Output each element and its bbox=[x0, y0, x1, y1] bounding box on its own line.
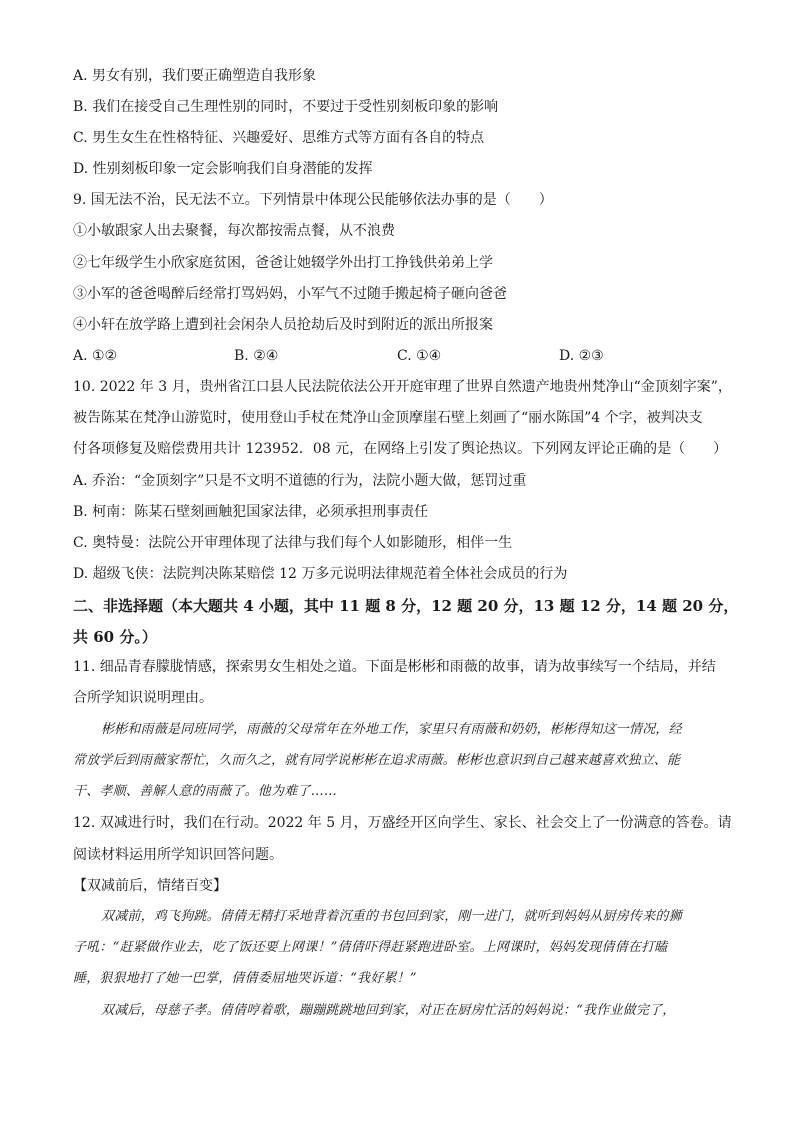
q9-item-2: ②七年级学生小欣家庭贫困，爸爸让她辍学外出打工挣钱供弟弟上学 bbox=[73, 255, 493, 271]
q12-story-line-3: 睡，狠狠地打了她一巴掌，倩倩委屈地哭诉道：“我好累！” bbox=[73, 971, 417, 986]
q8-option-b: B. 我们在接受自己生理性别的同时，不要过于受性别刻板印象的影响 bbox=[73, 99, 499, 115]
section-heading-line-1: 二、非选择题（本大题共 4 小题，其中 11 题 8 分，12 题 20 分，13 题 12 分，14 题 20 分， bbox=[73, 597, 739, 615]
q10-option-c: C. 奥特曼：法院公开审理体现了法律与我们每个人如影随形，相伴一生 bbox=[73, 535, 513, 551]
q10-option-a: A. 乔治：“金顶刻字”只是不文明不道德的行为，法院小题大做，惩罚过重 bbox=[73, 473, 527, 489]
q10-option-b: B. 柯南：陈某石壁刻画触犯国家法律，必须承担刑事责任 bbox=[73, 504, 429, 520]
q9-option-d: D. ②③ bbox=[559, 348, 604, 364]
q12-subheading: 【双减前后，情绪百变】 bbox=[73, 878, 227, 894]
q11-stem-line-2: 合所学知识说明理由。 bbox=[73, 690, 213, 706]
q10-stem-line-2: 被告陈某在梵净山游览时，使用登山手杖在梵净山金顶摩崖石壁上刻画了“丽水陈国”4 个字，被判决支 bbox=[73, 410, 703, 426]
q11-story-line-2: 常放学后到雨薇家帮忙，久而久之，就有同学说彬彬在追求雨薇。彬彬也意识到自己越来越喜欢独立、能 bbox=[73, 753, 681, 768]
q8-option-c: C. 男生女生在性格特征、兴趣爱好、思维方式等方面有各自的特点 bbox=[73, 130, 485, 146]
q9-option-c: C. ①④ bbox=[397, 348, 442, 364]
q10-option-d: D. 超级飞侠：法院判决陈某赔偿 12 万多元说明法律规范着全体社会成员的行为 bbox=[73, 566, 568, 582]
q9-stem: 9. 国无法不治，民无法不立。下列情景中体现公民能够依法办事的是（ ） bbox=[73, 192, 553, 208]
q8-option-a: A. 男女有别，我们要正确塑造自我形象 bbox=[73, 68, 317, 84]
q12-story-line-1: 双减前，鸡飞狗跳。倩倩无精打采地背着沉重的书包回到家，刚一进门，就听到妈妈从厨房传来的狮 bbox=[101, 909, 682, 924]
q9-item-4: ④小轩在放学路上遭到社会闲杂人员抢劫后及时到附近的派出所报案 bbox=[73, 317, 493, 333]
q11-story-line-1: 彬彬和雨薇是同班同学，雨薇的父母常年在外地工作，家里只有雨薇和奶奶，彬彬得知这一情况，经 bbox=[101, 722, 682, 737]
q12-story-line-2: 子吼：“赶紧做作业去，吃了饭还要上网课！”倩倩吓得赶紧跑进卧室。上网课时，妈妈发现倩倩在打瞌 bbox=[73, 940, 668, 955]
q11-stem-line-1: 11. 细品青春朦胧情感，探索男女生相处之道。下面是彬彬和雨薇的故事，请为故事续写一个结局，并结 bbox=[73, 659, 716, 675]
q12-stem-line-1: 12. 双减进行时，我们在行动。2022 年 5 月，万盛经开区向学生、家长、社会交上了一份满意的答卷。请 bbox=[73, 815, 732, 831]
q11-story-line-3: 干、孝顺、善解人意的雨薇了。他为难了…… bbox=[73, 784, 338, 799]
q9-option-a: A. ①② bbox=[73, 348, 118, 364]
q9-item-3: ③小军的爸爸喝醉后经常打骂妈妈，小军气不过随手搬起椅子砸向爸爸 bbox=[73, 286, 507, 302]
q9-item-1: ①小敏跟家人出去聚餐，每次都按需点餐，从不浪费 bbox=[73, 223, 395, 239]
q10-stem-line-3: 付各项修复及赔偿费用共计 123952．08 元，在网络上引发了舆论热议。下列网友评论正确的是（ ） bbox=[73, 441, 728, 457]
q9-option-b: B. ②④ bbox=[234, 348, 279, 364]
q12-story-line-4: 双减后，母慈子孝。倩倩哼着歌，蹦蹦跳跳地回到家，对正在厨房忙活的妈妈说：“我作业做完了， bbox=[101, 1003, 676, 1018]
section-heading-line-2: 共 60 分。） bbox=[73, 628, 157, 646]
q10-stem-line-1: 10. 2022 年 3 月，贵州省江口县人民法院依法公开开庭审理了世界自然遗产地贵州梵净山“金顶刻字案”， bbox=[73, 379, 732, 395]
q8-option-d: D. 性别刻板印象一定会影响我们自身潜能的发挥 bbox=[73, 161, 373, 177]
q12-stem-line-2: 阅读材料运用所学知识回答问题。 bbox=[73, 847, 283, 863]
